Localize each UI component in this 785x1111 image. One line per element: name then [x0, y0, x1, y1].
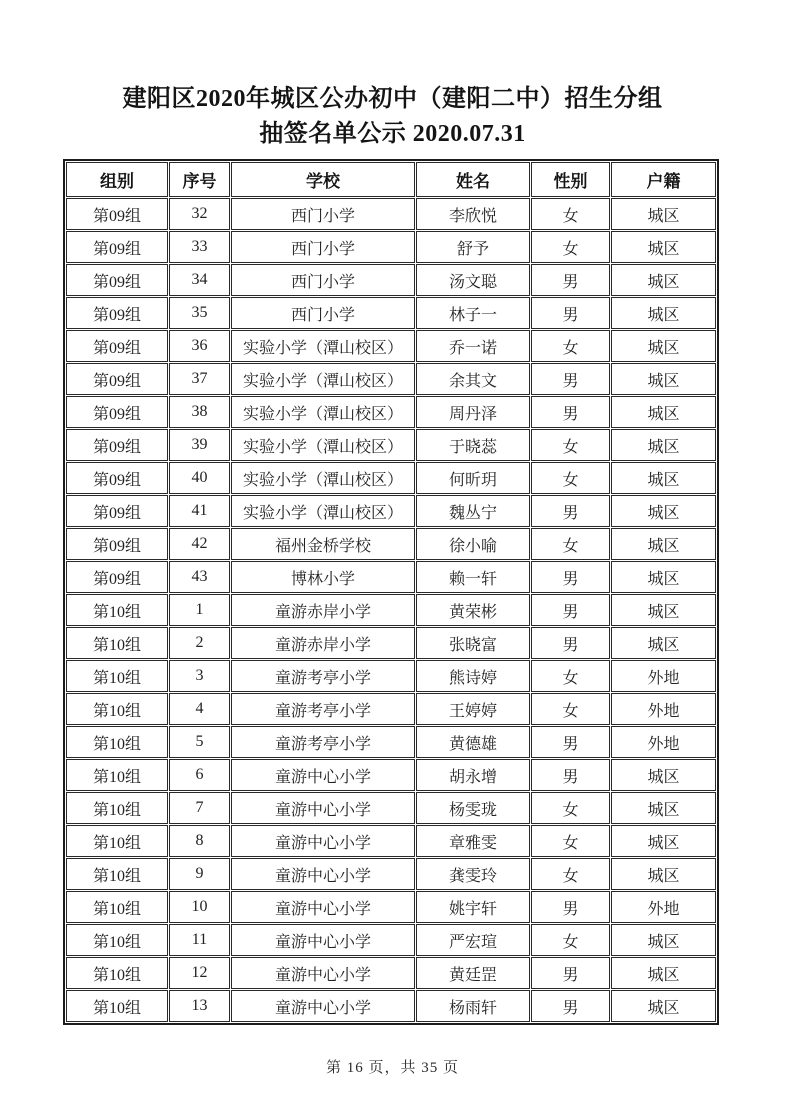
table-cell: 城区 — [611, 759, 716, 791]
table-cell: 城区 — [611, 462, 716, 494]
table-cell: 黄荣彬 — [416, 594, 530, 626]
table-cell: 第09组 — [66, 363, 168, 395]
table-cell: 男 — [531, 396, 610, 428]
table-cell: 女 — [531, 231, 610, 263]
table-cell: 第09组 — [66, 528, 168, 560]
table-cell: 城区 — [611, 627, 716, 659]
table-cell: 女 — [531, 462, 610, 494]
table-cell: 王婷婷 — [416, 693, 530, 725]
table-cell: 4 — [169, 693, 230, 725]
table-cell: 男 — [531, 990, 610, 1022]
table-cell: 城区 — [611, 792, 716, 824]
table-cell: 女 — [531, 660, 610, 692]
table-cell: 童游中心小学 — [231, 759, 415, 791]
page-number: 第 16 页，共 35 页 — [325, 1060, 459, 1076]
table-cell: 9 — [169, 858, 230, 890]
table-cell: 第10组 — [66, 858, 168, 890]
table-cell: 杨雯珑 — [416, 792, 530, 824]
table-row — [66, 363, 716, 395]
table-cell: 何昕玥 — [416, 462, 530, 494]
table-cell: 33 — [169, 231, 230, 263]
table-cell: 女 — [531, 528, 610, 560]
table-cell: 城区 — [611, 231, 716, 263]
table-row — [66, 726, 716, 758]
table-cell: 城区 — [611, 198, 716, 230]
table-cell: 城区 — [611, 594, 716, 626]
table-cell: 第09组 — [66, 297, 168, 329]
document-title: 建阳区2020年城区公办初中（建阳二中）招生分组 — [122, 86, 663, 112]
table-cell: 第10组 — [66, 891, 168, 923]
table-cell: 男 — [531, 297, 610, 329]
table-row — [66, 528, 716, 560]
table-cell: 福州金桥学校 — [231, 528, 415, 560]
table-row — [66, 957, 716, 989]
table-cell: 徐小喻 — [416, 528, 530, 560]
table-cell: 舒予 — [416, 231, 530, 263]
table-cell: 章雅雯 — [416, 825, 530, 857]
table-cell: 女 — [531, 792, 610, 824]
table-row — [66, 396, 716, 428]
table-cell: 西门小学 — [231, 264, 415, 296]
table-cell: 城区 — [611, 528, 716, 560]
table-cell: 外地 — [611, 693, 716, 725]
table-cell: 童游赤岸小学 — [231, 627, 415, 659]
table-cell: 女 — [531, 693, 610, 725]
header-cell-number: 序号 — [169, 162, 230, 197]
table-cell: 35 — [169, 297, 230, 329]
table-row — [66, 495, 716, 527]
header-cell-name: 姓名 — [416, 162, 530, 197]
table-cell: 余其文 — [416, 363, 530, 395]
table-row — [66, 759, 716, 791]
table-cell: 童游中心小学 — [231, 792, 415, 824]
table-cell: 43 — [169, 561, 230, 593]
table-cell: 11 — [169, 924, 230, 956]
table-cell: 34 — [169, 264, 230, 296]
table-cell: 8 — [169, 825, 230, 857]
table-cell: 12 — [169, 957, 230, 989]
roster-table — [63, 159, 719, 1025]
table-cell: 男 — [531, 891, 610, 923]
table-cell: 10 — [169, 891, 230, 923]
table-cell: 杨雨轩 — [416, 990, 530, 1022]
table-cell: 第10组 — [66, 627, 168, 659]
table-cell: 第09组 — [66, 429, 168, 461]
table-cell: 第09组 — [66, 462, 168, 494]
table-cell: 40 — [169, 462, 230, 494]
table-cell: 城区 — [611, 396, 716, 428]
table-cell: 城区 — [611, 297, 716, 329]
table-cell: 女 — [531, 198, 610, 230]
table-cell: 第10组 — [66, 924, 168, 956]
table-cell: 西门小学 — [231, 198, 415, 230]
table-cell: 第09组 — [66, 330, 168, 362]
table-cell: 西门小学 — [231, 231, 415, 263]
table-row — [66, 891, 716, 923]
table-cell: 实验小学（潭山校区） — [231, 462, 415, 494]
table-cell: 魏丛宁 — [416, 495, 530, 527]
table-cell: 第09组 — [66, 561, 168, 593]
table-cell: 实验小学（潭山校区） — [231, 495, 415, 527]
table-cell: 城区 — [611, 363, 716, 395]
table-cell: 实验小学（潭山校区） — [231, 396, 415, 428]
table-cell: 3 — [169, 660, 230, 692]
table-row — [66, 792, 716, 824]
table-cell: 男 — [531, 363, 610, 395]
table-cell: 女 — [531, 858, 610, 890]
table-row — [66, 330, 716, 362]
table-cell: 龚雯玲 — [416, 858, 530, 890]
table-cell: 姚宇轩 — [416, 891, 530, 923]
table-cell: 熊诗婷 — [416, 660, 530, 692]
table-cell: 城区 — [611, 561, 716, 593]
table-cell: 第10组 — [66, 594, 168, 626]
table-cell: 外地 — [611, 660, 716, 692]
table-cell: 5 — [169, 726, 230, 758]
table-row — [66, 660, 716, 692]
table-cell: 童游考亭小学 — [231, 726, 415, 758]
table-cell: 13 — [169, 990, 230, 1022]
table-cell: 实验小学（潭山校区） — [231, 363, 415, 395]
table-row — [66, 924, 716, 956]
table-cell: 童游考亭小学 — [231, 660, 415, 692]
table-row — [66, 231, 716, 263]
table-cell: 1 — [169, 594, 230, 626]
table-cell: 第10组 — [66, 990, 168, 1022]
header-cell-school: 学校 — [231, 162, 415, 197]
table-cell: 第10组 — [66, 660, 168, 692]
table-cell: 童游中心小学 — [231, 957, 415, 989]
table-row — [66, 693, 716, 725]
table-cell: 男 — [531, 726, 610, 758]
table-row — [66, 198, 716, 230]
table-cell: 第10组 — [66, 957, 168, 989]
header-row — [66, 162, 716, 197]
table-cell: 男 — [531, 594, 610, 626]
table-cell: 37 — [169, 363, 230, 395]
table-cell: 胡永增 — [416, 759, 530, 791]
table-cell: 第09组 — [66, 231, 168, 263]
table-cell: 乔一诺 — [416, 330, 530, 362]
table-cell: 于晓蕊 — [416, 429, 530, 461]
document-subtitle: 抽签名单公示 2020.07.31 — [259, 121, 526, 147]
table-row — [66, 990, 716, 1022]
header-cell-gender: 性别 — [531, 162, 610, 197]
table-row — [66, 825, 716, 857]
table-cell: 实验小学（潭山校区） — [231, 330, 415, 362]
table-row — [66, 462, 716, 494]
table-cell: 第10组 — [66, 693, 168, 725]
table-row — [66, 297, 716, 329]
table-cell: 6 — [169, 759, 230, 791]
roster-table-body — [66, 198, 716, 1022]
table-cell: 32 — [169, 198, 230, 230]
table-cell: 实验小学（潭山校区） — [231, 429, 415, 461]
table-cell: 男 — [531, 759, 610, 791]
table-cell: 38 — [169, 396, 230, 428]
table-cell: 黄德雄 — [416, 726, 530, 758]
table-cell: 36 — [169, 330, 230, 362]
table-row — [66, 429, 716, 461]
table-cell: 城区 — [611, 264, 716, 296]
table-cell: 39 — [169, 429, 230, 461]
table-cell: 城区 — [611, 330, 716, 362]
table-cell: 男 — [531, 264, 610, 296]
table-cell: 城区 — [611, 990, 716, 1022]
table-cell: 第09组 — [66, 396, 168, 428]
table-cell: 第10组 — [66, 825, 168, 857]
table-cell: 第09组 — [66, 495, 168, 527]
table-cell: 黄廷罡 — [416, 957, 530, 989]
table-cell: 外地 — [611, 891, 716, 923]
table-cell: 外地 — [611, 726, 716, 758]
table-cell: 2 — [169, 627, 230, 659]
table-row — [66, 264, 716, 296]
table-cell: 女 — [531, 429, 610, 461]
table-cell: 童游中心小学 — [231, 924, 415, 956]
table-cell: 城区 — [611, 825, 716, 857]
table-row — [66, 858, 716, 890]
table-cell: 童游赤岸小学 — [231, 594, 415, 626]
table-cell: 童游中心小学 — [231, 990, 415, 1022]
table-cell: 第10组 — [66, 726, 168, 758]
table-cell: 周丹泽 — [416, 396, 530, 428]
table-cell: 汤文聪 — [416, 264, 530, 296]
table-row — [66, 627, 716, 659]
table-cell: 第10组 — [66, 792, 168, 824]
table-cell: 第09组 — [66, 198, 168, 230]
table-row — [66, 561, 716, 593]
table-cell: 男 — [531, 627, 610, 659]
table-cell: 童游中心小学 — [231, 825, 415, 857]
table-cell: 城区 — [611, 858, 716, 890]
table-cell: 童游中心小学 — [231, 858, 415, 890]
table-cell: 女 — [531, 825, 610, 857]
table-cell: 女 — [531, 330, 610, 362]
header-cell-group: 组别 — [66, 162, 168, 197]
header-cell-residence: 户籍 — [611, 162, 716, 197]
table-cell: 第09组 — [66, 264, 168, 296]
table-cell: 严宏瑄 — [416, 924, 530, 956]
table-cell: 男 — [531, 561, 610, 593]
table-cell: 女 — [531, 924, 610, 956]
table-cell: 童游中心小学 — [231, 891, 415, 923]
table-cell: 博林小学 — [231, 561, 415, 593]
table-cell: 李欣悦 — [416, 198, 530, 230]
table-cell: 张晓富 — [416, 627, 530, 659]
table-cell: 41 — [169, 495, 230, 527]
table-cell: 城区 — [611, 429, 716, 461]
table-cell: 男 — [531, 495, 610, 527]
table-cell: 42 — [169, 528, 230, 560]
table-cell: 第10组 — [66, 759, 168, 791]
table-cell: 城区 — [611, 495, 716, 527]
table-cell: 城区 — [611, 957, 716, 989]
table-cell: 童游考亭小学 — [231, 693, 415, 725]
table-row — [66, 594, 716, 626]
document-header — [0, 0, 785, 150]
table-cell: 林子一 — [416, 297, 530, 329]
table-cell: 西门小学 — [231, 297, 415, 329]
table-cell: 城区 — [611, 924, 716, 956]
table-cell: 男 — [531, 957, 610, 989]
table-cell: 赖一轩 — [416, 561, 530, 593]
table-cell: 7 — [169, 792, 230, 824]
